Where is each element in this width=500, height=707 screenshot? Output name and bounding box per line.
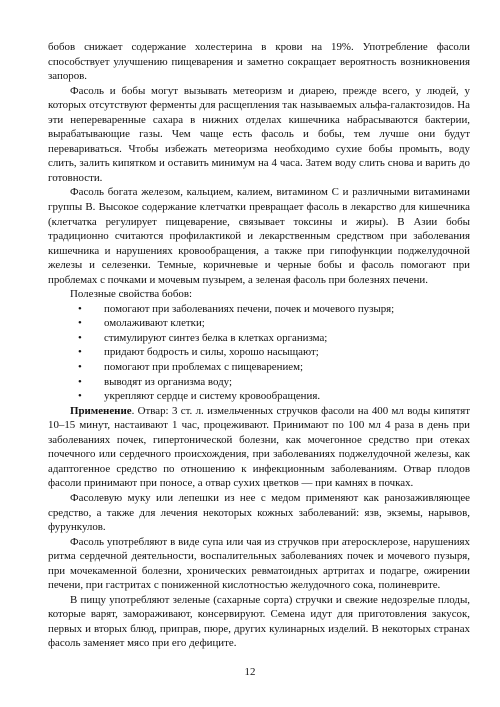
paragraph-food-use: В пищу употребляют зеленые (сахарные сорта) стручки и свежие недозрелые плоды, которые варят, замораживают, консервируют. Семена идут для приготовления закусок, первых и вторых блюд, приправ, пюре, других кулинарных изделий. В некоторых странах фасоль заменяет мясо при его дефиците. bbox=[48, 593, 470, 650]
bullet-icon: • bbox=[78, 361, 82, 374]
application-text: . Отвар: 3 ст. л. измельченных стручков фасоли на 400 мл воды кипятят 10–15 минут, настаивают 1 час, процеживают. Принимают по 100 мл 4 раза в день при заболеваниях почек, гипертонической болезни, как мочегонное средство при отеках почечного или сердечного происхождения, при заболеваниях поджелудочной железы, как адаптогенное средство по отношению к инфекционным заболеваниям. Отвар плодов фасоли принимают при поносе, а отвар сухих цветков — при камнях в почках. bbox=[48, 404, 470, 490]
bullet-icon: • bbox=[78, 375, 82, 388]
list-item: • помогают при проблемах с пищеварением; bbox=[78, 361, 304, 374]
bullet-icon: • bbox=[78, 390, 82, 403]
paragraph-application bbox=[48, 404, 470, 491]
paragraph-soup: Фасоль употребляют в виде супа или чая из стручков при атеросклерозе, нарушениях ритма сердечной деятельности, воспалительных заболеваниях почек и мочевого пузыря, при мочекаменной болезни, хронических ревматоидных артритах и подагре, ожирении печени, при гастритах с пониженной кислотностью желудочного сока, полиневрите. bbox=[48, 535, 470, 592]
page-number: 12 bbox=[244, 666, 256, 678]
list-item: • выводят из организма воду; bbox=[78, 375, 232, 388]
bullet-icon: • bbox=[78, 346, 82, 359]
paragraph-cholesterol: бобов снижает содержание холестерина в крови на 19%. Употребление фасоли способствует улучшению пищеварения и заметно сокращает вероятность возникновения запоров. bbox=[48, 41, 470, 83]
list-item: • укрепляют сердце и систему кровообращения. bbox=[78, 390, 321, 403]
paragraph-properties-heading: Полезные свойства бобов: bbox=[70, 288, 193, 301]
list-item: • помогают при заболеваниях печени, почек и мочевого пузыря; bbox=[78, 302, 395, 315]
list-item: • придают бодрость и силы, хорошо насыщают; bbox=[78, 346, 319, 359]
application-heading: Применение bbox=[70, 404, 132, 417]
bullet-icon: • bbox=[78, 302, 82, 315]
paragraph-flour: Фасолевую муку или лепешки из нее с медом применяют как ранозаживляющее средство, а также для лечения некоторых кожных заболеваний: язв, экземы, нарывов, фурункулов. bbox=[48, 491, 470, 534]
properties-list bbox=[48, 302, 470, 404]
list-item: • омолаживают клетки; bbox=[78, 317, 205, 330]
bullet-icon: • bbox=[78, 317, 82, 330]
bullet-icon: • bbox=[78, 331, 82, 344]
list-item: • стимулируют синтез белка в клетках организма; bbox=[78, 331, 328, 344]
paragraph-nutrients: Фасоль богата железом, кальцием, калием, витамином С и различными витаминами группы В. Высокое содержание клетчатки превращает фасоль в лекарство для кишечника (клетчатка регулирует пищеварение, связывает токсины и жиры). В Азии бобы традиционно считаются профилактикой и лекарственным средством при заболевания кишечника и нарушениях кровообращения, а также при гипофункции поджелудочной железы и селезенки. Темные, коричневые и черные бобы и фасоль помогают при проблемах с почками и мочевым пузырем, а зеленая фасоль при болезнях печени. bbox=[48, 186, 470, 286]
paragraph-meteorism: Фасоль и бобы могут вызывать метеоризм и диарею, прежде всего, у людей, у которых отсутствуют ферменты для расщепления так называемых альфа-галактозидов. На эти непереваренные сахара в нижних отделах кишечника набрасываются бактерии, вырабатывающие газы. Чем чаще есть фасоль и бобы, тем лучше они будут перевариваться. Чтобы избежать метеоризма необходимо сухие бобы промыть, воду слить, залить кипятком и оставить минимум на 4 часа. Затем воду слить снова и варить до готовности. bbox=[48, 84, 470, 184]
